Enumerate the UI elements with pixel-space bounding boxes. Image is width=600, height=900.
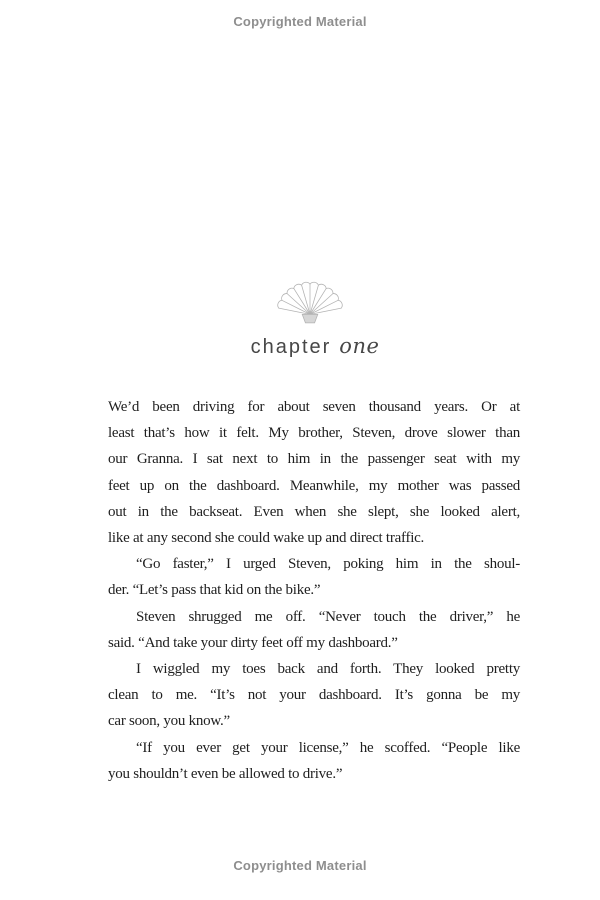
- text-line: “Go faster,” I urged Steven, poking him in the shoul-: [136, 556, 520, 573]
- text-line: out in the backseat. Even when she slept, she looked alert,: [108, 503, 520, 520]
- chapter-label: chapter: [250, 336, 332, 358]
- text-line: I wiggled my toes back and forth. They looked pretty: [136, 661, 520, 678]
- text-line: feet up on the dashboard. Meanwhile, my mother was passed: [108, 477, 520, 494]
- chapter-heading: [110, 334, 520, 359]
- text-line: Steven shrugged me off. “Never touch the driver,” he: [136, 608, 520, 625]
- paragraph: [108, 604, 520, 656]
- copyright-notice-bottom: Copyrighted Material: [233, 858, 367, 873]
- text-line: “If you ever get your license,” he scoffed. “People like: [136, 739, 520, 756]
- body-text: [108, 394, 520, 787]
- seashell-icon: [273, 270, 347, 332]
- text-line: like at any second she could wake up and direct traffic.: [108, 530, 425, 547]
- paragraph: [108, 735, 520, 787]
- paragraph: [108, 656, 520, 735]
- text-line: car soon, you know.”: [108, 713, 230, 730]
- paragraph: [108, 394, 520, 551]
- chapter-number-word: one: [339, 334, 380, 358]
- text-line: der. “Let’s pass that kid on the bike.”: [108, 582, 321, 599]
- text-line: clean to me. “It’s not your dashboard. It’s gonna be my: [108, 687, 520, 704]
- text-line: you shouldn’t even be allowed to drive.”: [108, 765, 343, 782]
- copyright-notice-top: Copyrighted Material: [233, 14, 367, 29]
- text-line: our Granna. I sat next to him in the passenger seat with my: [108, 451, 520, 468]
- paragraph: [108, 551, 520, 603]
- text-line: least that’s how it felt. My brother, Steven, drove slower than: [108, 425, 520, 442]
- text-line: said. “And take your dirty feet off my dashboard.”: [108, 634, 398, 651]
- text-line: We’d been driving for about seven thousand years. Or at: [108, 399, 520, 415]
